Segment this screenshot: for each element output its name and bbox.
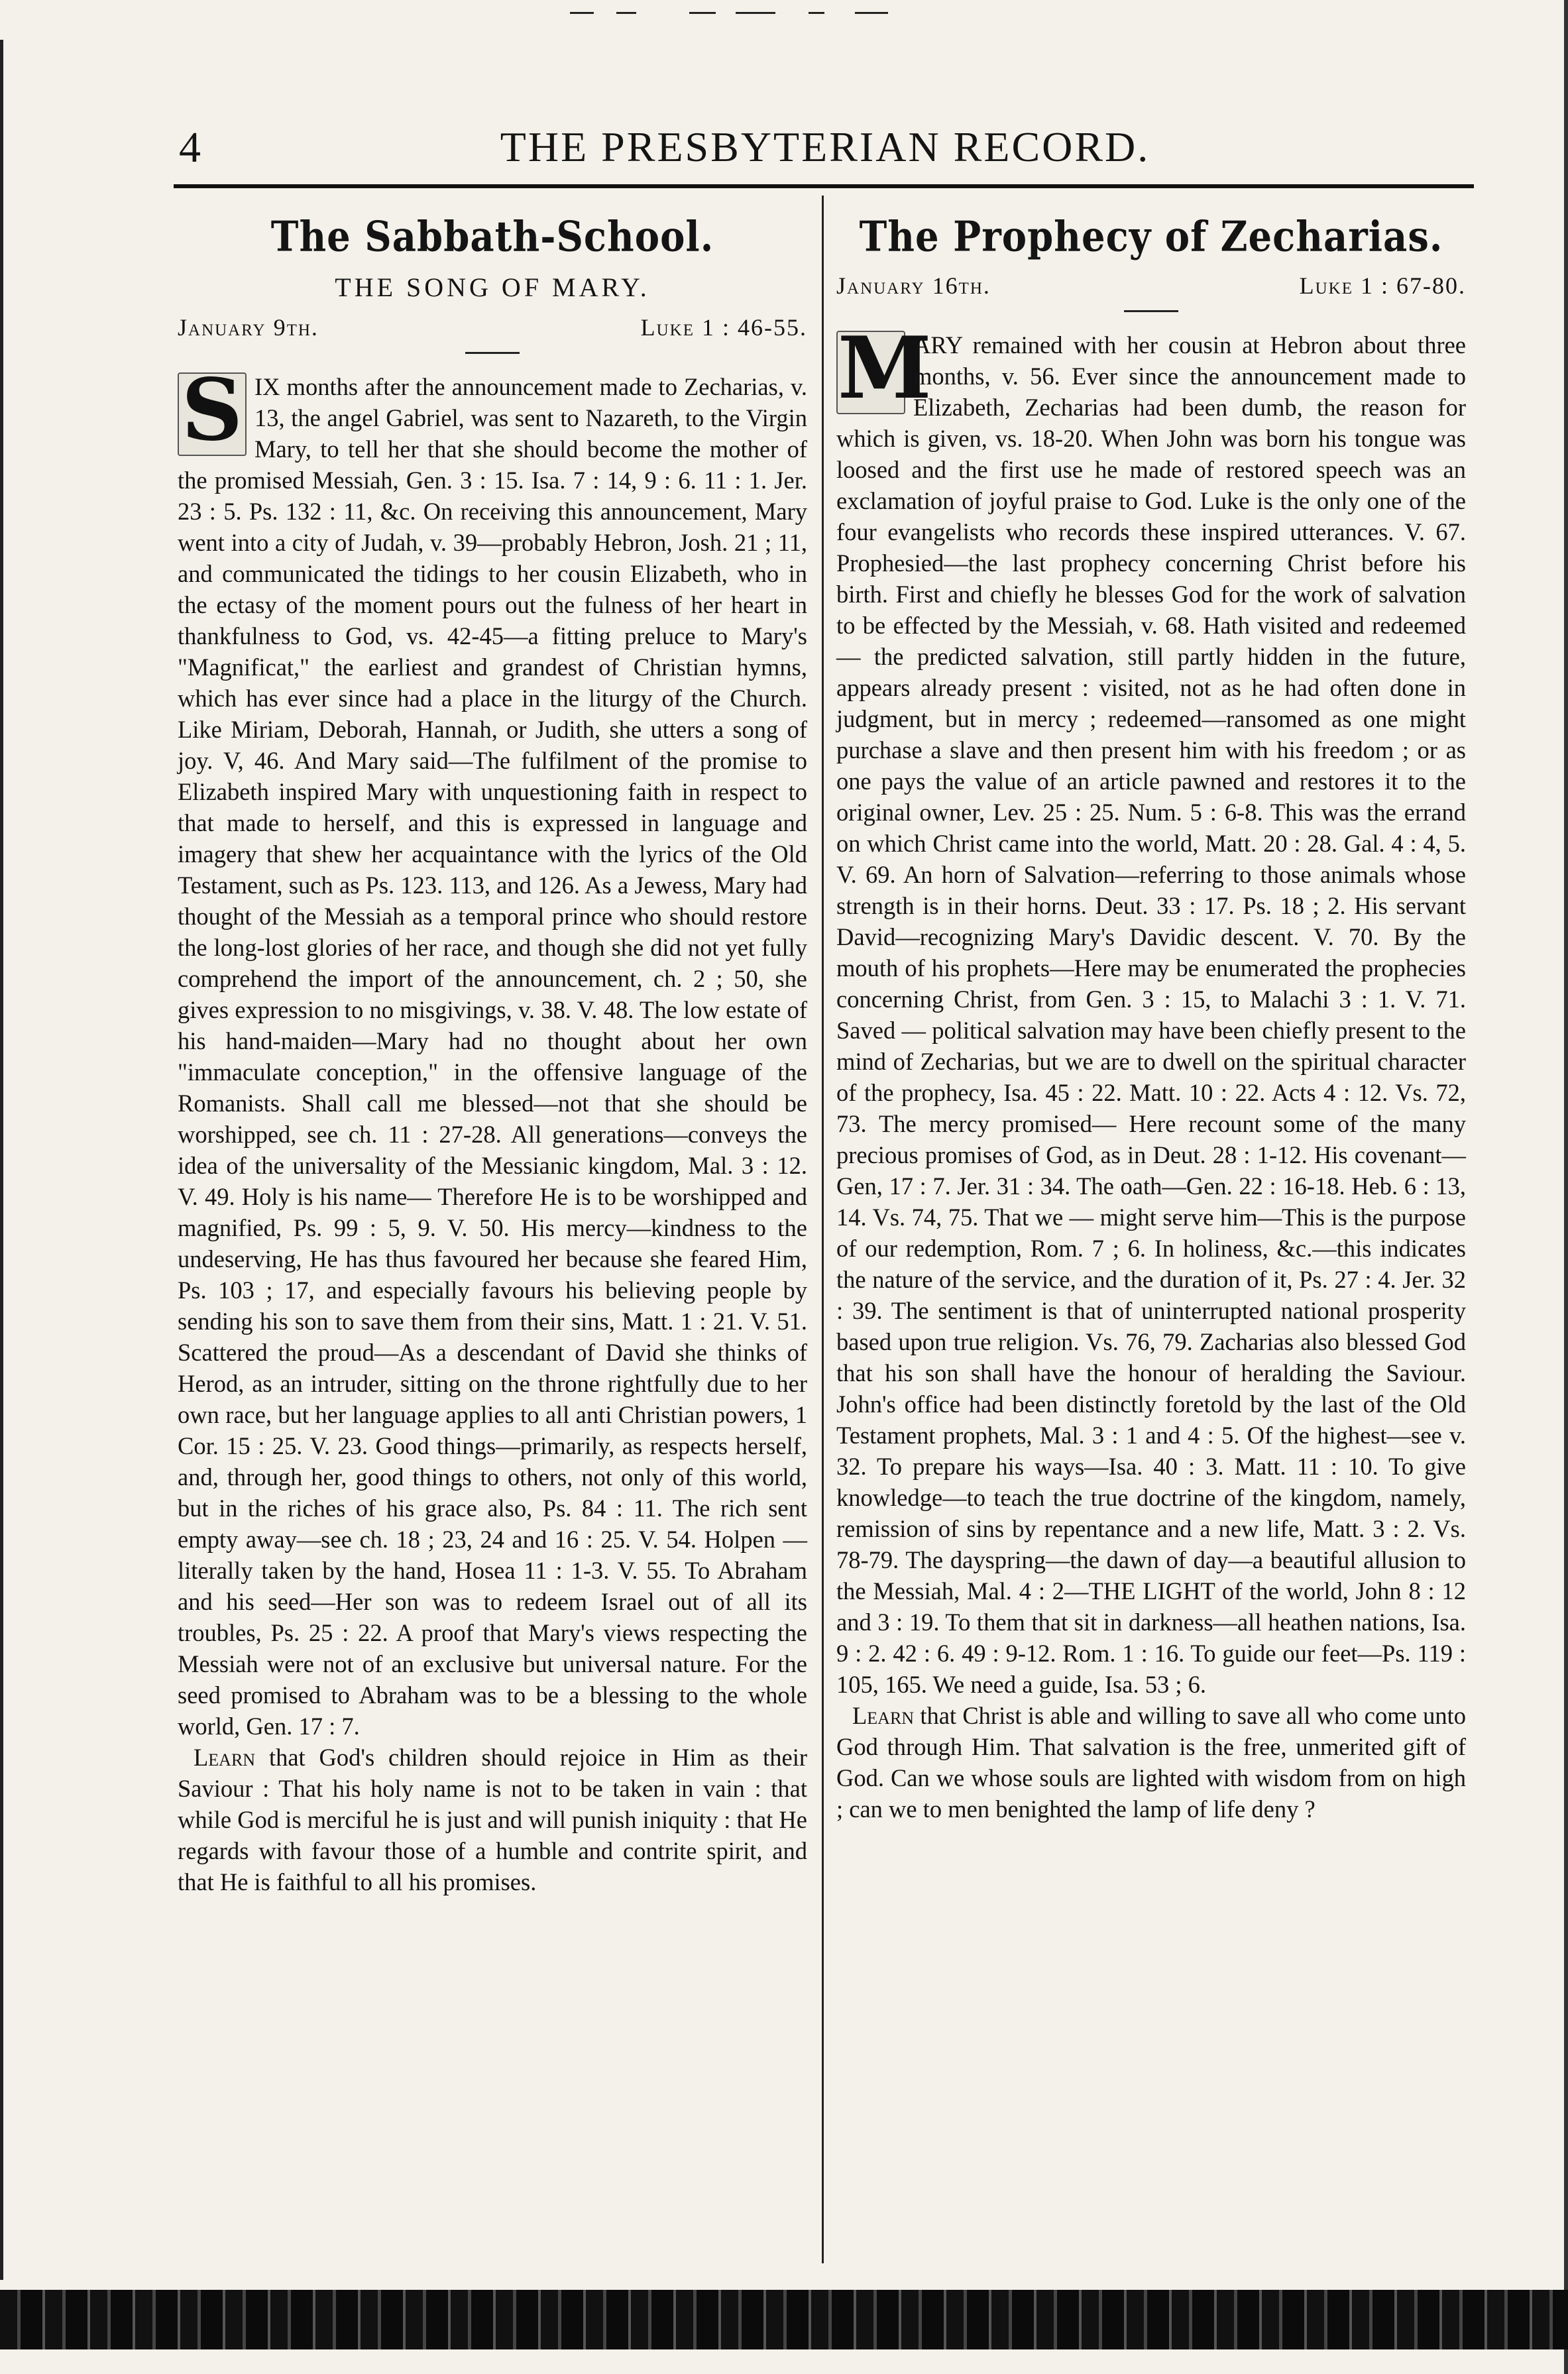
short-rule [1124, 310, 1178, 312]
column-divider [822, 196, 824, 2263]
section-title-prophecy: The Prophecy of Zecharias. [859, 212, 1443, 261]
lesson-paragraph [178, 361, 807, 1742]
learn-paragraph [178, 1742, 807, 1897]
lesson-body-left [178, 361, 807, 1897]
lesson-body-right [836, 319, 1466, 1825]
learn-paragraph [836, 1700, 1466, 1825]
lesson-date-row [178, 313, 807, 341]
page-number: 4 [179, 123, 201, 172]
dropcap-m: M [838, 319, 932, 418]
section-title-sabbath-school: The Sabbath-School. [270, 212, 714, 261]
lesson-paragraph [836, 319, 1466, 1700]
header-rule [174, 184, 1474, 188]
paragraph-text: ARY remained with her cousin at Hebron about three months, v. 56. Ever since the announcement made to Elizabeth, Zecharias had been dumb, the reason for which is given, vs. 18-20. When John was born his tongue was loosed and the first use he made of restored speech was an exclamation of joyful praise to God. Luke is the only one of the four evangelists who records these inspired utterances. V. 67. Prophesied—the last prophecy concerning Christ before his birth. First and chiefly he blesses God for the work of salvation to be effected by the Messiah, v. 68. Hath visited and redeemed — the predicted salvation, still partly hidden in the future, appears already present : visited, not as he had often done in judgment, but in mercy ; redeemed—ransomed as one might purchase a slave and then present him with his freedom ; or as one pays the value of an article pawned and restores it to the original owner, Lev. 25 : 25. Num. 5 : 6-8. This was the errand on which Christ came into the world, Matt. 20 : 28. Gal. 4 : 4, 5. V. 69. An horn of Salvation—referring to those animals whose strength is in their horns. Deut. 33 : 17. Ps. 18 ; 2. His servant David—recognizing Mary's Davidic descent. V. 70. By the mouth of his prophets—Here may be enumerated the prophecies concerning Christ, from Gen. 3 : 15, to Malachi 3 : 1. V. 71. Saved — political salvation may have been chiefly present to the mind of Zecharias, but we are to dwell on the spiritual character of the prophecy, Isa. 45 : 22. Matt. 10 : 22. Acts 4 : 12. Vs. 72, 73. The mercy promised— Here recount some of the many precious promises of God, as in Deut. 28 : 1-12. His covenant—Gen, 17 : 7. Jer. 31 : 34. The oath—Gen. 22 : 16-18. Heb. 6 : 13, 14. Vs. 74, 75. That we — might serve him—This is the purpose of our redemption, Rom. 7 ; 6. In holiness, &c.—this indicates the nature of the service, and the duration of it, Ps. 27 : 4. Jer. 32 : 39. The sentiment is that of uninterrupted national prosperity based upon true religion. Vs. 76, 79. Zacharias also blessed God that his son shall have the honour of heralding the Saviour. John's office had been distinctly foretold by the last of the Old Testament prophets, Mal. 3 : 1 and 4 : 5. Of the highest—see v. 32. To prepare his ways—Isa. 40 : 3. Matt. 11 : 10. To give knowledge—to teach the true doctrine of the kingdom, namely, remission of sins by repentance and a new life, Matt. 3 : 2. Vs. 78-79. The dayspring—the dawn of day—a beautiful allusion to the Messiah, Mal. 4 : 2—THE LIGHT of the world, John 8 : 12 and 3 : 19. To them that sit in darkness—all heathen nations, Isa. 9 : 2. 42 : 6. 49 : 9-12. Rom. 1 : 16. To guide our feet—Ps. 119 : 105, 165. We need a guide, Isa. 53 ; 6. [836, 331, 1466, 1698]
learn-text: that Christ is able and willing to save all who come unto God through Him. That salvation is the free, unmerited gift of God. Can we whose souls are lighted with wisdom from on high ; can we to men benighted the lamp of life deny ? [836, 1702, 1466, 1823]
short-rule [465, 352, 520, 354]
page-left-edge [0, 40, 3, 2280]
learn-text: that God's children should rejoice in Him as their Saviour : That his holy name is not to be taken in vain : that while God is merciful he is just and will punish iniquity : that He regards with favour those of a humble and contrite spirit, and that He is faithful to all his promises. [178, 1744, 807, 1895]
lesson-title: THE SONG OF MARY. [335, 272, 650, 302]
lesson-date: January 9th. [178, 314, 319, 341]
learn-word: Learn [852, 1702, 915, 1729]
left-column [178, 199, 807, 1897]
top-scan-marks [570, 5, 994, 32]
scripture-reference: Luke 1 : 46-55. [640, 314, 807, 341]
paragraph-text: IX months after the announcement made to Zecharias, v. 13, the angel Gabriel, was sent to Nazareth, to the Virgin Mary, to tell her that she should become the mother of the promised Messiah, Gen. 3 : 15. Isa. 7 : 14, 9 : 6. 11 : 1. Jer. 23 : 5. Ps. 132 : 11, &c. On receiving this announcement, Mary went into a city of Judah, v. 39—probably Hebron, Josh. 21 ; 11, and communicated the tidings to her cousin Elizabeth, who in the ectasy of the moment pours out the fulness of her heart in thankfulness to God, vs. 42-45—a fitting preluce to Mary's "Magnificat," the earliest and grandest of Christian hymns, which has ever since had a place in the liturgy of the Church. Like Miriam, Deborah, Hannah, or Judith, she utters a song of joy. V, 46. And Mary said—The fulfilment of the promise to Elizabeth inspired Mary with unquestioning faith in respect to that made to herself, and this is expressed in language and imagery that shew her acquaintance with the lyrics of the Old Testament, such as Ps. 123. 113, and 126. As a Jewess, Mary had thought of the Messiah as a temporal prince who should restore the long-lost glories of her race, and though she did not yet fully comprehend the import of the announcement, ch. 2 ; 50, she gives expression to no misgivings, v. 38. V. 48. The low estate of his hand-maiden—Mary had no thought about her own "immaculate conception," in the offensive language of the Romanists. Shall call me blessed—not that she should be worshipped, see ch. 11 : 27-28. All generations—conveys the idea of the universality of the Messianic kingdom, Mal. 3 : 12. V. 49. Holy is his name— Therefore He is to be worshipped and magnified, Ps. 99 : 5, 9. V. 50. His mercy—kindness to the undeserving, He has thus favoured her because she feared Him, Ps. 103 ; 17, and especially favours his believing people by sending his son to save them from their sins, Matt. 1 : 21. V. 51. Scattered the proud—As a descendant of David she thinks of Herod, as an intruder, sitting on the throne rightfully due to her own race, but her language applies to all anti Christian powers, 1 Cor. 15 : 25. V. 23. Good things—primarily, as respects herself, and, through her, good things to others, not only of this world, but in the riches of his grace also, Ps. 84 : 11. The rich sent empty away—see ch. 18 ; 23, 24 and 16 : 25. V. 54. Holpen — literally taken by the hand, Hosea 11 : 1-3. V. 55. To Abraham and his seed—Her son was to redeem Israel out of all its troubles, Ps. 25 : 22. A proof that Mary's views respecting the Messiah were not of an exclusive but universal nature. For the seed promised to Abraham was to be a blessing to the whole world, Gen. 17 : 7. [178, 373, 807, 1740]
dropcap-s: S [178, 372, 247, 456]
page-right-edge [1564, 0, 1568, 2374]
running-title: THE PRESBYTERIAN RECORD. [500, 123, 1150, 170]
page-header [179, 123, 1471, 186]
right-column [836, 199, 1466, 1825]
lesson-date-row [836, 272, 1466, 300]
bottom-scan-band [0, 2290, 1568, 2349]
scripture-reference: Luke 1 : 67-80. [1299, 272, 1466, 299]
learn-word: Learn [194, 1744, 256, 1771]
lesson-date: January 16th. [836, 272, 991, 299]
